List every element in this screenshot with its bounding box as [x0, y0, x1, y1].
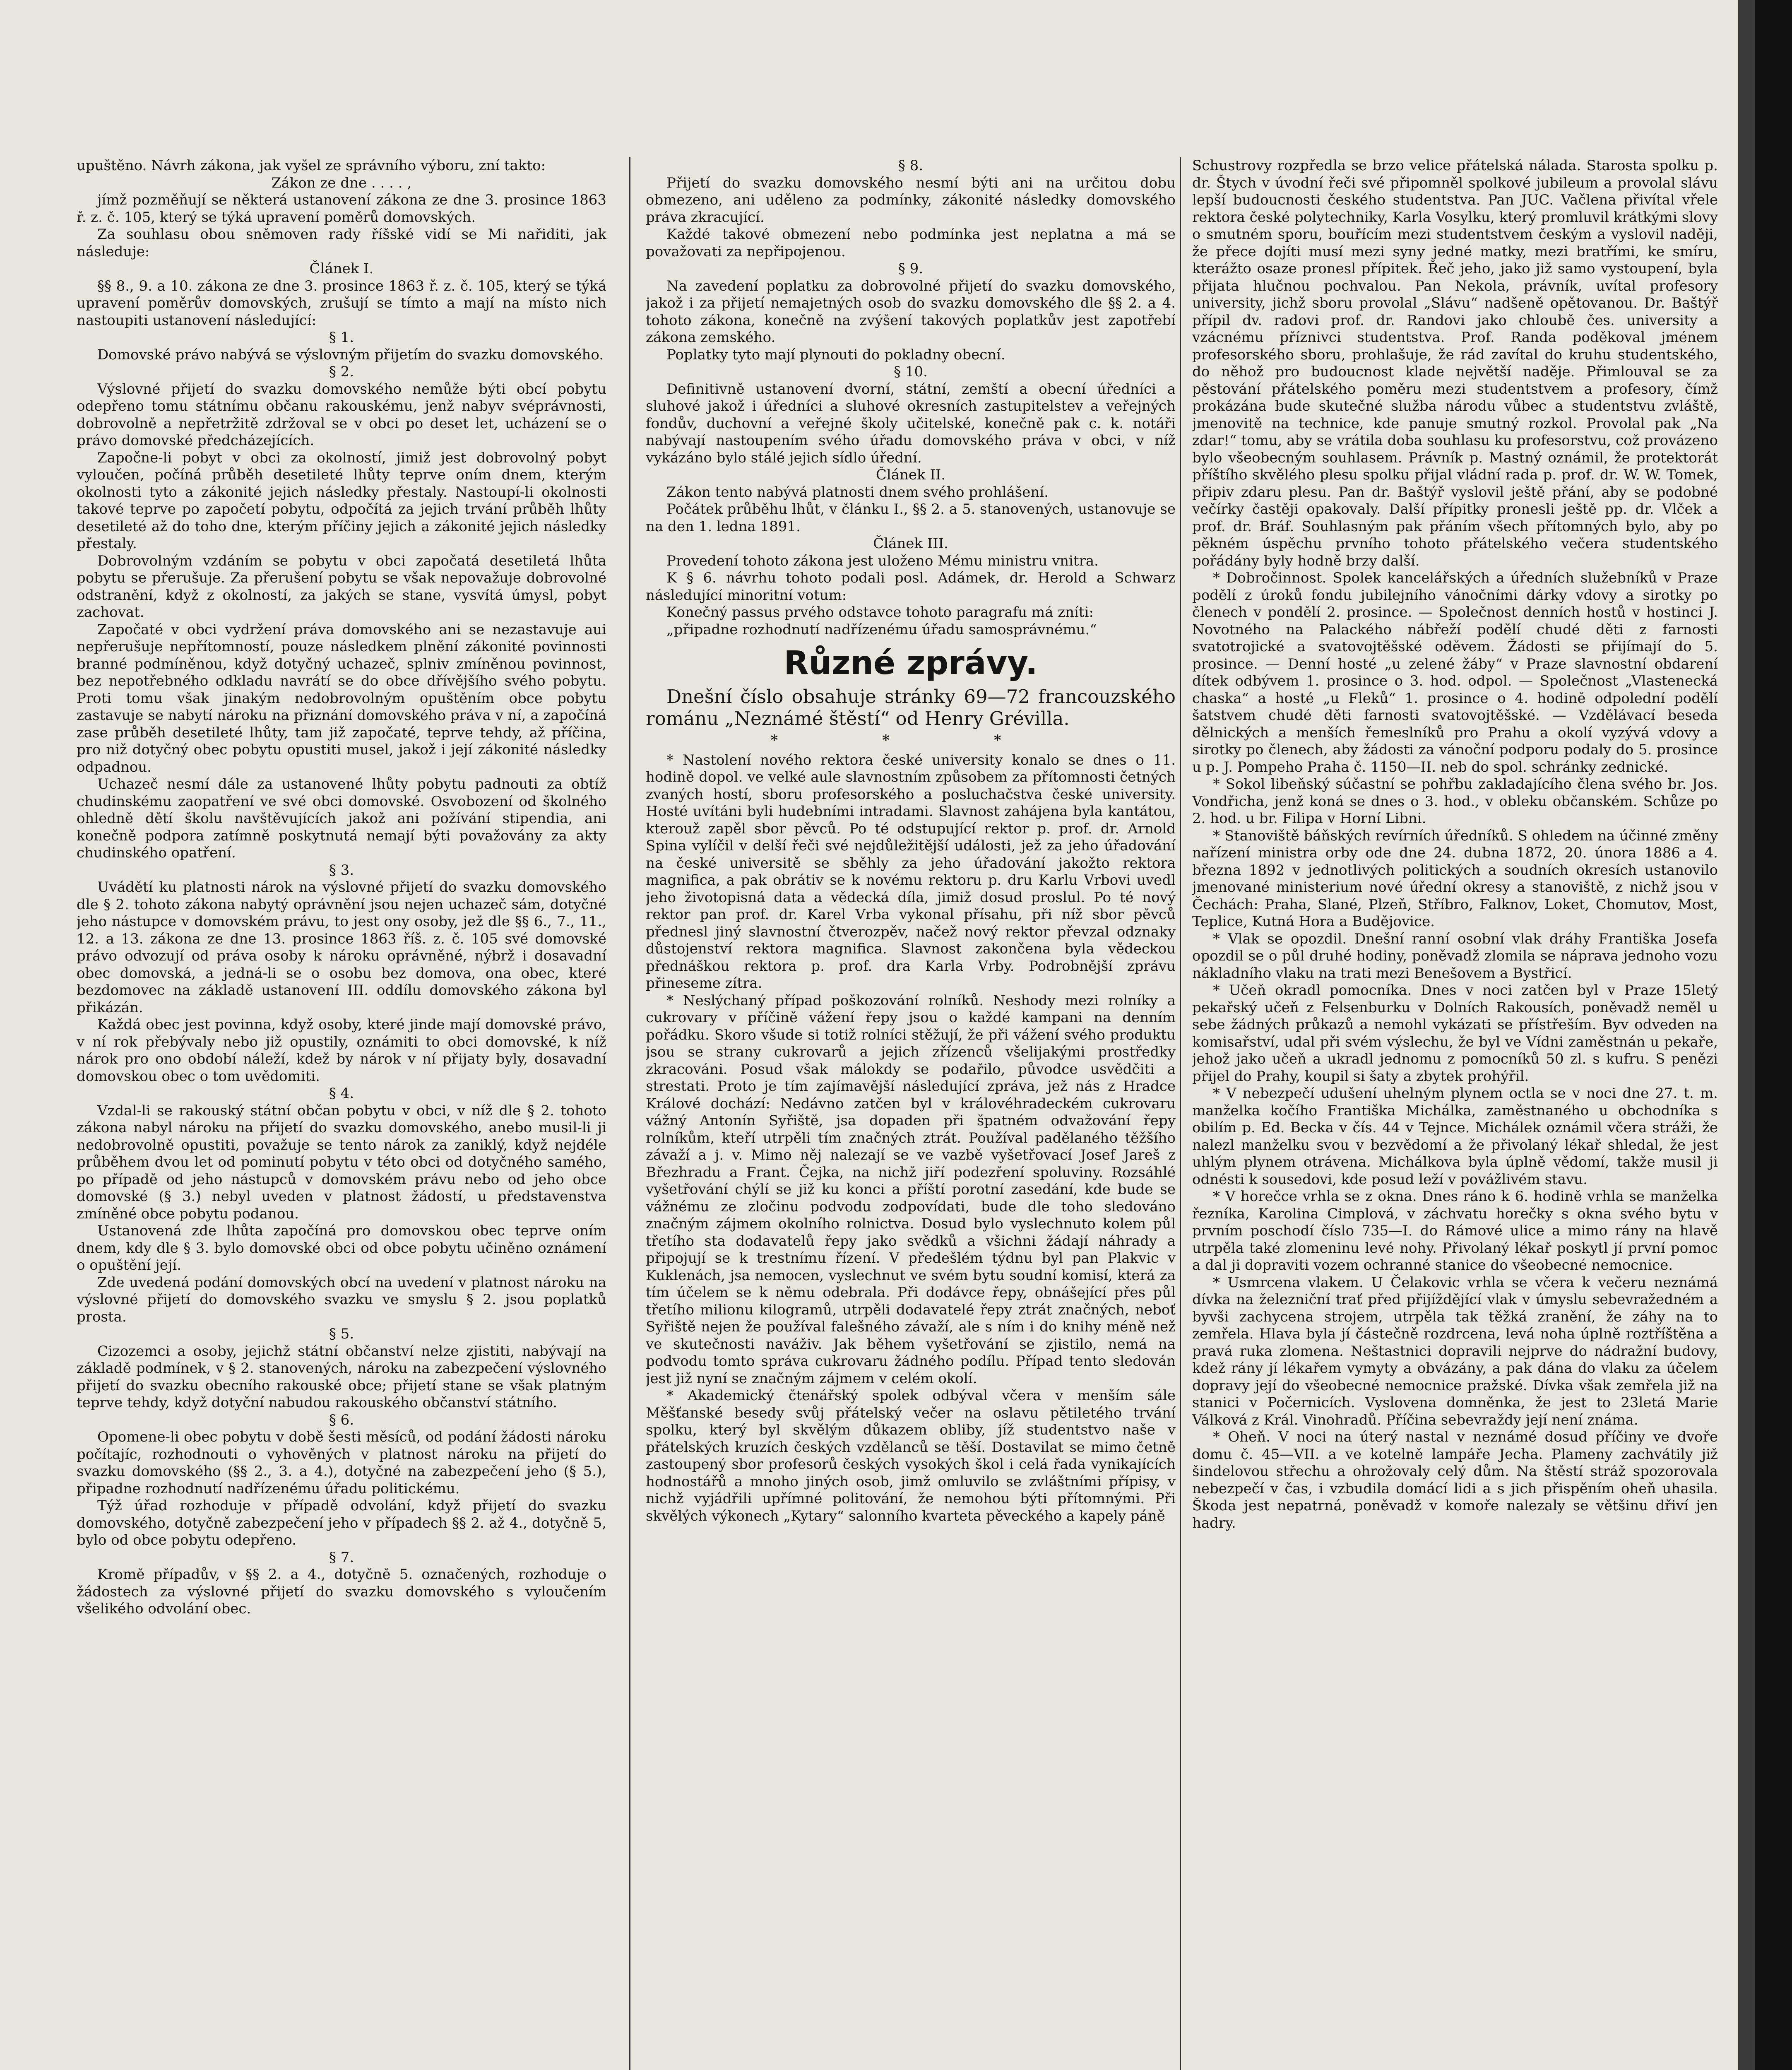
- paragraph: Výslovné přijetí do svazku domovského nemůže býti obcí pobytu odepřeno tomu státnímu občanu rakouskému, jenž nabyv svéprávnosti, dobrovolně a nepřetržitě zdržoval se v obci po deset let, ucházení se o právo domovské předcházejících.: [77, 380, 606, 449]
- paragraph: Týž úřad rozhoduje v případě odvolání, když přijetí do svazku domovského, dotyčně zabezpečení jeho v případech §§ 2. až 4., dotyčně 5, bylo od obce pobytu odepřeno.: [77, 1497, 606, 1548]
- paragraph: Zde uvedená podání domovských obcí na uvedení v platnost nároku na výslovné přijetí do domovského svazku ve smyslu § 2. jsou poplatků prosta.: [77, 1274, 606, 1325]
- section-heading: § 10.: [894, 363, 928, 380]
- paragraph: Uvádětí ku platnosti nárok na výslovné přijetí do svazku domovského dle § 2. tohoto zákona nabytý oprávnění jsou nejen uchazeč sám, dotyčné jeho nástupce v domovském právu, to jest ony osoby, jež dle §§ 6., 7., 11., 12. a 13. zákona ze dne 13. prosince 1863 říš. z. č. 105 své domovské právo odvozují od práva osoby k nároku oprávněné, nýbrž i dosavadní obec domovská, a jedná-li se o osobu bez domova, ona obec, které bezdomovec na základě ustanovení III. oddílu domovského zákona byl přikázán.: [77, 879, 606, 1016]
- novel-notice: Dnešní číslo obsahuje stránky 69—72 francouzského románu „Neznámé štěstí“ od Henry Grévilla.: [646, 686, 1176, 729]
- news-item: * V nebezpečí udušení uhelným plynem octla se v noci dne 27. t. m. manželka kočího Františka Michálka, zaměstnaného u obchodníka s obilím p. Ed. Becka v čís. 44 v Tejnce. Michálek oznámil včera stráži, že nalezl manželku svou v bezvědomí a že přivolaný lékař shledal, že jest uhlým plynem otrávena. Michálkova byla úplně vědomí, takže musil ji odnésti k sousedovi, kde posud leží v povážlivém stavu.: [1192, 1085, 1718, 1188]
- paragraph: Kromě případův, v §§ 2. a 4., dotyčně 5. označených, rozhoduje o žádostech za výslovné přijetí do svazku domovského s vyloučením všelikého odvolání obec.: [77, 1566, 606, 1617]
- article-heading: Článek III.: [873, 535, 948, 552]
- section-heading: § 5.: [329, 1326, 354, 1342]
- news-item: * Dobročinnost. Spolek kancelářských a úředních služebníků v Praze podělí z úroků fondu jubilejního vánočními dárky vdovy a sirotky po členech v pondělí 2. prosince. — Společnost denních hostů v hostinci J. Novotného na Palackého nábřeží podělí chudé děti z farnosti svatotrojické a svatovojtěšské oděvem. Žádosti se přijímají do 5. prosince. — Denní hosté „u zelené žáby“ v Praze slavnostní obdarení dítek odbývem 1. prosince o 3. hod. odpol. — Společnost „Vlastenecká chaska“ a hosté „u Fleků“ 1. prosince o 4. hodině odpolední podělí šatstvem chudé děti farnosti svatovojtěšské. — Vzdělávací beseda dělnických a menších řemeslníků pro Prahu a okolí vyzývá vdovy a sirotky po členech, aby žádosti za vánoční podporu podaly do 5. prosince u p. J. Pompeho Praha č. 1150—II. neb do spol. schránky zednické.: [1192, 570, 1718, 775]
- separator-stars: * * *: [770, 732, 1051, 749]
- news-item: * Neslýchaný případ poškozování rolníků. Neshody mezi rolníky a cukrovary v příčině vážení řepy jsou o každé kampani na denním pořádku. Skoro všude si totiž rolníci stěžují, že při vážení svého produktu jsou se strany cukrovarů a jejich zřízenců všelijakými prostředky zkracováni. Posud však málokdy se podařilo, původce usvědčiti a strestati. Proto je tím zajímavější následující zpráva, jež nás z Hradce Králové dochází: Nedávno zatčen byl v královéhradeckém cukrovaru vážný Antonín Syřiště, jsa dopaden při špatném odvažování řepy rolníkům, kteří utrpěli tím značných ztrát. Používal padělaného těžšího závaží a j. v. Mimo něj nalezají se ve vazbě vyšetřovací Josef Jareš z Březhradu a Frant. Čejka, na nichž jiří podezření spoluviny. Rozsáhlé vyšetřování chýlí se již ku konci a příští porotní zasedání, kde bude se vážnému ze zločinu podvodu zodpovídati, bude dle toho sledováno značným zájmem okolního rolnictva. Dosud bylo vyslechnuto kolem půl třetího sta dodavatelů řepy jako svědků a všichni žádají náhrady a připojují se k trestnímu řízení. V předešlém týdnu byl pan Plakvic v Kuklenách, jsa nemocen, vyslechnut ve svém bytu soudní komisí, která za tím účelem se k němu odebrala. Při dodávce řepy, obnášející přes půl třetího milionu kilogramů, utrpěli dodavatelé řepy ztrát značných, neboť Syřiště nejen že používal falešného závaží, ale s ním i do knihy méně než ve skutečnosti naváživ. Jak během vyšetřování se zjistilo, nemá na podvodu tomto správa cukrovaru žádného podílu. Případ tento sledován jest již nyní se značným zájmem v celém okolí.: [646, 992, 1176, 1387]
- paragraph: Každá obec jest povinna, když osoby, které jinde mají domovské právo, v ní rok přebývaly nebo již opustily, oznámiti to obci domovské, k níž nárok pro ono období náleží, kdež by nárok v ní přijaty byly, dosavadní domovskou obec o tom uvědomiti.: [77, 1016, 606, 1085]
- paragraph: Cizozemci a osoby, jejichž státní občanství nelze zjistiti, nabývají na základě podmínek, v § 2. stanovených, nároku na zabezpečení výslovného přijetí do svazku obecního rakouské obce; přijetí stane se však platným teprve tehdy, když dotyční nabudou rakouského občanství státního.: [77, 1343, 606, 1411]
- paragraph: K § 6. návrhu tohoto podali posl. Adámek, dr. Herold a Schwarz následující minoritní votum:: [646, 570, 1176, 604]
- column-1-law-text: [77, 157, 606, 2070]
- news-item: Schustrovy rozpředla se brzo velice přátelská nálada. Starosta spolku p. dr. Štych v úvodní řeči své připomněl spolkové jubileum a provolal slávu lepší budoucnosti českého studentstva. Pan JUC. Vačlena přivítal vřele rektora české polytechniky, Karla Vosylku, který promluvil krátkými slovy o smutném sporu, bouřícím mezi studentstvem českým a vyslovil naději, že přece dojíti musí mezi syny jedné matky, mezi bratřími, ke smíru, kterážto osaze pronesl přípitek. Řeč jeho, jako již samo vystoupení, byla přijata hlučnou pochvalou. Pan Nekola, právník, uvítal profesory university, jichž sboru provolal „Slávu“ nadšeně opětovanou. Dr. Baštýř přípil dv. radovi prof. dr. Randovi jako chloubě čes. university a vzácnému příznivci studentstva. Prof. Randa poděkoval jménem profesorského sboru, prohlašuje, že rád zavítal do kruhu studentského, do něhož pro budoucnost klade největší naděje. Přimlouval se za pěstování přátelského poměru mezi studentstvem a profesory, čímž prokázána bude skutečné služba národu vůbec a studentstvu zvláště, jmenovitě na technice, kde panuje smutný rozkol. Provolal pak „Na zdar!“ tomu, aby se vrátila doba souhlasu ku profesorstvu, což provázeno bylo všeobecným souhlasem. Právník p. Mastný oznámil, že protektorát příštího skvělého plesu spolku přijal vládní rada p. prof. dr. W. W. Tomek, připiv zdaru plesu. Pan dr. Baštýř vyslovil ještě přání, aby se podobné večírky častěji opakovaly. Další přípitky pronesli ještě pp. dr. Vlček a prof. dr. Bráf. Souhlasným pak přáním všech přítomných bylo, aby po pěkném úspěchu prvního tohoto přátelského večera studentského pořádány byly hodně brzy další.: [1192, 157, 1718, 569]
- scan-border: [1755, 0, 1792, 2070]
- section-heading: § 7.: [329, 1549, 354, 1566]
- section-heading: § 8.: [898, 157, 924, 174]
- news-item: * V horečce vrhla se z okna. Dnes ráno k 6. hodině vrhla se manželka řezníka, Karolina Cimplová, v záchvatu horečky s okna svého bytu v prvním poschodí číslo 735—I. do Rámové ulice a mimo rány na hlavě utrpěla také zlomeninu levé nohy. Přivolaný lékař poskytl jí první pomoc a dal ji dopraviti vozem ochranné stanice do všeobecné nemocnice.: [1192, 1188, 1718, 1273]
- news-item: * Nastolení nového rektora české university konalo se dnes o 11. hodině dopol. ve velké aule slavnostním způsobem za přítomnosti četných zvaných hostí, sboru profesorského a posluchačstva české university. Hosté uvítáni byli hudebními intradami. Slavnost zahájena byla kantátou, kterouž zapěl sbor pěvců. Po té odstupující rektor p. prof. dr. Arnold Spina vylíčil v delší řeči své nejdůležitější události, jež za jeho úřadování na české universitě se sběhly za jeho úřadování jakožto rektora magnifica, a pak obrátiv se k novému rektoru p. dru Karlu Vrbovi uvedl jeho životopisná data a vědecká díla, jimiž dosud proslul. Po té nový rektor pan prof. dr. Karel Vrba vykonal přísahu, při níž sbor pěvců přednesl jiný slavnostní čtverozpěv, načež nový rektor převzal odznaky důstojenství rektora magnifica. Slavnost zakončena byla vědeckou přednáškou rektora p. prof. dra Karla Vrby. Podrobnější zprávu přineseme zítra.: [646, 751, 1176, 992]
- paragraph: Započne-li pobyt v obci za okolností, jimiž jest dobrovolný pobyt vyloučen, počíná průběh desetileté lhůty teprve oním dnem, kterým okolnosti tyto a zákonité jejich následky přestaly. Nastoupí-li okolnosti takové teprve po započetí pobytu, odpočítá za jejich trvání průběh lhůty desetileté až do toho dne, kterým příčiny jejich a zákonité jejich následky přestaly.: [77, 449, 606, 552]
- paragraph: Domovské právo nabývá se výslovným přijetím do svazku domovského.: [97, 346, 604, 363]
- paragraph: „připadne rozhodnutí nadřízenému úřadu samosprávnému.“: [666, 621, 1097, 638]
- paragraph: Vzdal-li se rakouský státní občan pobytu v obci, v níž dle § 2. tohoto zákona nabyl nároku na přijetí do svazku domovského, anebo musil-li ji nedobrovolně opustiti, považuje se tento nárok za zaniklý, když nejdéle průběhem dvou let od pominutí pobytu v této obci od dotyčného samého, po případě od jeho nástupců v domovském právu nebo od jeho obce domovské (§ 3.) nebyl uveden v platnost žádostí, u představenstva zmíněné obce pobytu podanou.: [77, 1102, 606, 1222]
- column-3-news: [1192, 157, 1718, 2070]
- law-date-line: Zákon ze dne . . . . ,: [271, 174, 412, 191]
- section-heading: § 2.: [329, 363, 354, 380]
- paragraph: Za souhlasu obou sněmoven rady říšské vidí se Mi nařiditi, jak následuje:: [77, 226, 606, 260]
- column-rule: [629, 157, 630, 2070]
- news-item: * Učeň okradl pomocníka. Dnes v noci zatčen byl v Praze 15letý pekařský učeň z Felsenburku v Dolních Rakousích, poněvadž neměl u sebe žádných průkazů a nemohl vykázati se přístřeším. Byv odveden na komisařství, udal při svém výslechu, že byl ve Vídni zaměstnán u pekaře, jehož jako učeň a ukradl jednomu z pomocníků 50 zl. s kufru. S penězi přijel do Prahy, koupil si šaty a zbytek prohýřil.: [1192, 982, 1718, 1085]
- paragraph: §§ 8., 9. a 10. zákona ze dne 3. prosince 1863 ř. z. č. 105, který se týká upravení poměrův domovských, zrušují se tímto a mají na místo nich nastoupiti ustanovení následující:: [77, 277, 606, 329]
- paragraph: Dobrovolným vzdáním se pobytu v obci započatá desetiletá lhůta pobytu se přerušuje. Za přerušení pobytu se však nepovažuje dobrovolné odstranění, když z okolností, za jakých se stane, vysvítá úmysl, pobyt zachovat.: [77, 552, 606, 621]
- paragraph: Opomene-li obec pobytu v době šesti měsíců, od podání žádosti nároku počítajíc, rozhodnouti o vyhověných v platnost nároku na přijetí do svazku domovského (§§ 2., 3. a 4.), dotyčné na zabezpečení jeho (§ 5.), připadne rozhodnutí nadřízenému úřadu politickému.: [77, 1429, 606, 1497]
- section-heading: § 4.: [329, 1085, 354, 1102]
- news-item: * Sokol libeňský súčastní se pohřbu zakladajícího člena svého br. Jos. Vondřicha, jenž koná se dnes o 3. hod., v obleku občanském. Schůze po 2. hod. u br. Filipa v Horní Libni.: [1192, 776, 1718, 827]
- column-2: [646, 157, 1176, 2070]
- paragraph: Každé takové obmezení nebo podmínka jest neplatna a má se považovati za nepřipojenou.: [646, 226, 1176, 260]
- news-item: * Akademický čtenářský spolek odbýval včera v menším sále Měšťanské besedy svůj přátelský večer na oslavu pětiletého trvání spolku, který byl skvělým důkazem obliby, jíž studentstvo naše v přátelských kruzích českých vzdělanců se těší. Dostavilat se mimo četně zastoupený sbor profesorů českých vysokých škol i celá řada vynikajících hodnostářů a mnoho jiných osob, jimž omluvilo se zvláštními přípisy, v nichž vyjádřili upřímné politování, že nemohou býti přítomnými. Při skvělých výkonech „Kytary“ salonního kvarteta pěveckého a kapely páně: [646, 1387, 1176, 1524]
- paragraph: Ustanovená zde lhůta započíná pro domovskou obec teprve oním dnem, kdy dle § 3. bylo domovské obci od obce pobytu učiněno oznámení o opuštění její.: [77, 1223, 606, 1273]
- news-item: * Vlak se opozdil. Dnešní ranní osobní vlak dráhy Františka Josefa opozdil se o půl druhé hodiny, poněvadž zlomila se náprava jednoho vozu nákladního vlaku na trati mezi Benešovem a Bystřicí.: [1192, 930, 1718, 982]
- news-item: * Stanoviště báňských revírních úředníků. S ohledem na účinné změny nařízení ministra orby ode dne 24. dubna 1872, 20. února 1886 a 4. března 1892 v jednotlivých politických a soudních okresích ustanovilo jmenované ministerium nové úřední okresy a stanoviště, z nichž jsou v Čechách: Praha, Slané, Plzeň, Stříbro, Falknov, Loket, Chomutov, Most, Teplice, Kutná Hora a Budějovice.: [1192, 827, 1718, 930]
- paragraph: Definitivně ustanovení dvorní, státní, zemští a obecní úředníci a sluhové jakož i úředníci a sluhové okresních zastupitelstev a veřejných fondův, duchovní a veřejné školy učitelské, konečně pak c. k. notáři nabývají nastoupením svého úřadu domovského práva v obci, v níž vykázáno bylo stálé jejich sídlo úřední.: [646, 380, 1176, 466]
- paragraph: Provedení tohoto zákona jest uloženo Mému ministru vnitra.: [666, 552, 1099, 569]
- paragraph: Uchazeč nesmí dále za ustanovené lhůty pobytu padnouti za obtíž chudinskému zaopatření ve své obci domovské. Osvobození od školného ohledně dětí školu navštěvujících jakož ani požívání stipendia, ani konečně podpora zatímně poskytnutá nemají býti považovány za akty chudinského opatření.: [77, 776, 606, 861]
- section-heading: § 9.: [898, 260, 924, 277]
- article-heading: Článek I.: [309, 260, 374, 277]
- paragraph: Zákon tento nabývá platnosti dnem svého prohlášení.: [666, 484, 1049, 501]
- section-heading: § 3.: [329, 862, 354, 879]
- article-heading: Článek II.: [876, 467, 946, 483]
- paragraph: Na zavedení poplatku za dobrovolné přijetí do svazku domovského, jakož i za přijetí nemajetných osob do svazku domovského dle §§ 2. a 4. tohoto zákona, konečně na zvýšení takových poplatkův jest zapotřebí zákona zemského.: [646, 277, 1176, 346]
- section-title-ruzne-zpravy: Různé zprávy.: [784, 645, 1038, 682]
- news-item: * Usmrcena vlakem. U Čelakovic vrhla se včera k večeru neznámá dívka na železniční trať před přijíždějící vlak v úmyslu sebevražedném a byvši zachycena strojem, utrpěla tak těžká zranění, že záhy na to zemřela. Hlava byla jí částečně rozdrcena, levá noha úplně roztříštěna a pravá ruka zlomena. Neštastnici dopravili nejprve do nádražní budovy, kdež rány jí lékařem vymyty a obvázány, a pak dána do vlaku za účelem dopravy její do všeobecné nemocnice pražské. Dívka však zemřela již na stanici v Počernicích. Vyslovena domněnka, že jest to 23letá Marie Válková z Král. Vinohradů. Příčina sebevraždy její není známa.: [1192, 1274, 1718, 1428]
- paragraph: upuštěno. Návrh zákona, jak vyšel ze správního výboru, zní takto:: [77, 157, 546, 174]
- news-item: * Oheň. V noci na úterý nastal v neznámé dosud příčiny ve dvoře domu č. 45—VII. a ve kotelně lampáře Jecha. Plameny zachvátily již šindelovou střechu a ohrožovaly celý dům. Na štěstí stráž spozorovala nebezpečí v čas, i vzbudila domácí lidi a s jich přispěním oheň uhasila. Škoda jest nepatrná, poněvadž v komoře nalezaly se většinu dřiví jen hadry.: [1192, 1429, 1718, 1531]
- column-rule: [1180, 157, 1181, 2070]
- scan-shadow: [1738, 0, 1755, 2070]
- paragraph: Poplatky tyto mají plynouti do pokladny obecní.: [666, 346, 1005, 363]
- section-heading: § 1.: [329, 329, 354, 346]
- paragraph: Počátek průběhu lhůt, v článku I., §§ 2. a 5. stanovených, ustanovuje se na den 1. ledna 1891.: [646, 501, 1176, 535]
- paragraph: Přijetí do svazku domovského nesmí býti ani na určitou dobu obmezeno, ani uděleno za podmínky, zákonité následky domovského práva zkracující.: [646, 174, 1176, 226]
- paragraph: Konečný passus prvého odstavce tohoto paragrafu má zníti:: [666, 604, 1094, 621]
- paragraph: Započaté v obci vydržení práva domovského ani se nezastavuje aui nepřerušuje nepřítomností, pouze následkem plnění zákonité povinnosti branné podmíněnou, když dotyčný uchazeč, splniv zmíněnou povinnost, bez nepotřebného odkladu navrátí se do obce dřívějšího svého pobytu. Proti tomu však jinakým nedobrovolným opuštěním obce pobytu zastavuje se nabytí nároku na přiznání domovského práva v ní, a započíná zase průběh desetileté lhůty, tam již započaté, teprve tehdy, až příčina, pro niž dotyčný obec pobytu opustiti musel, jakož i její zákonité následky odpadnou.: [77, 621, 606, 775]
- section-heading: § 6.: [329, 1411, 354, 1428]
- paragraph: jímž pozměňují se některá ustanovení zákona ze dne 3. prosince 1863 ř. z. č. 105, který se týká upravení poměrů domovských.: [77, 192, 606, 226]
